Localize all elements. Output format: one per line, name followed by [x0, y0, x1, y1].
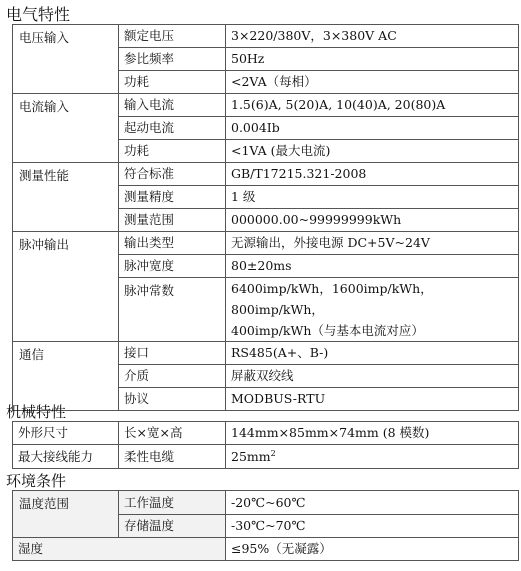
group-label-measurement: 测量性能 — [13, 163, 119, 232]
group-label-communication: 通信 — [13, 342, 119, 411]
param-value: RS485(A+、B-) — [226, 342, 519, 365]
param-label: 脉冲宽度 — [119, 255, 226, 278]
param-label: 测量精度 — [119, 186, 226, 209]
param-label: 起动电流 — [119, 117, 226, 140]
param-value: 3×220/380V，3×380V AC — [226, 25, 519, 48]
param-label: 脉冲常数 — [119, 278, 226, 342]
param-label: 测量范围 — [119, 209, 226, 232]
param-label: 介质 — [119, 365, 226, 388]
row-label-max-wiring: 最大接线能力 — [13, 445, 119, 469]
group-label-pulse-output: 脉冲输出 — [13, 232, 119, 342]
param-value: 000000.00~99999999kWh — [226, 209, 519, 232]
param-value — [226, 445, 519, 469]
row-label-humidity: 湿度 — [13, 538, 226, 561]
table-row — [13, 342, 519, 365]
table-row — [13, 94, 519, 117]
superscript: 2 — [270, 448, 276, 458]
param-label: 功耗 — [119, 140, 226, 163]
param-value: MODBUS-RTU — [226, 388, 519, 411]
param-value: <1VA (最大电流) — [226, 140, 519, 163]
group-label-current-input: 电流输入 — [13, 94, 119, 163]
value-line: 6400imp/kWh，1600imp/kWh，800imp/kWh， — [231, 281, 433, 317]
param-label: 参比频率 — [119, 48, 226, 71]
table-row — [13, 163, 519, 186]
param-label: 工作温度 — [119, 491, 226, 515]
param-label: 功耗 — [119, 71, 226, 94]
table-row — [13, 422, 519, 445]
param-label: 符合标准 — [119, 163, 226, 186]
param-label: 存储温度 — [119, 515, 226, 538]
section-title-electrical: 电气特性 — [6, 5, 71, 24]
row-label-dimensions: 外形尺寸 — [13, 422, 119, 445]
param-label: 接口 — [119, 342, 226, 365]
param-value: ≤95%（无凝露） — [226, 538, 519, 561]
param-value: 1.5(6)A, 5(20)A, 10(40)A, 20(80)A — [226, 94, 519, 117]
electrical-spec-table — [12, 24, 519, 411]
row-label-temperature: 温度范围 — [13, 491, 119, 538]
param-value: -20℃~60℃ — [226, 491, 519, 515]
param-label: 额定电压 — [119, 25, 226, 48]
param-value: 80±20ms — [226, 255, 519, 278]
value-line: 400imp/kWh（与基本电流对应） — [231, 323, 424, 338]
param-label: 长×宽×高 — [119, 422, 226, 445]
param-value: 0.004Ib — [226, 117, 519, 140]
param-value: 无源输出，外接电源 DC+5V~24V — [226, 232, 519, 255]
param-value: <2VA（每相） — [226, 71, 519, 94]
table-row — [13, 491, 519, 515]
param-value: 144mm×85mm×74mm (8 模数) — [226, 422, 519, 445]
table-row — [13, 25, 519, 48]
value-text: 25mm — [231, 448, 271, 464]
param-value: -30℃~70℃ — [226, 515, 519, 538]
mechanical-spec-table — [12, 421, 519, 469]
param-value — [226, 278, 519, 342]
param-value: 50Hz — [226, 48, 519, 71]
section-title-mechanical: 机械特性 — [6, 403, 67, 421]
param-value: 屏蔽双绞线 — [226, 365, 519, 388]
param-label: 输入电流 — [119, 94, 226, 117]
environment-spec-table — [12, 490, 519, 561]
param-value: 1 级 — [226, 186, 519, 209]
table-row — [13, 445, 519, 469]
group-label-voltage-input: 电压输入 — [13, 25, 119, 94]
param-value: GB/T17215.321-2008 — [226, 163, 519, 186]
table-row — [13, 232, 519, 255]
param-label: 柔性电缆 — [119, 445, 226, 469]
param-label: 输出类型 — [119, 232, 226, 255]
table-row — [13, 538, 519, 561]
section-title-environment: 环境条件 — [6, 472, 67, 490]
param-label: 协议 — [119, 388, 226, 411]
